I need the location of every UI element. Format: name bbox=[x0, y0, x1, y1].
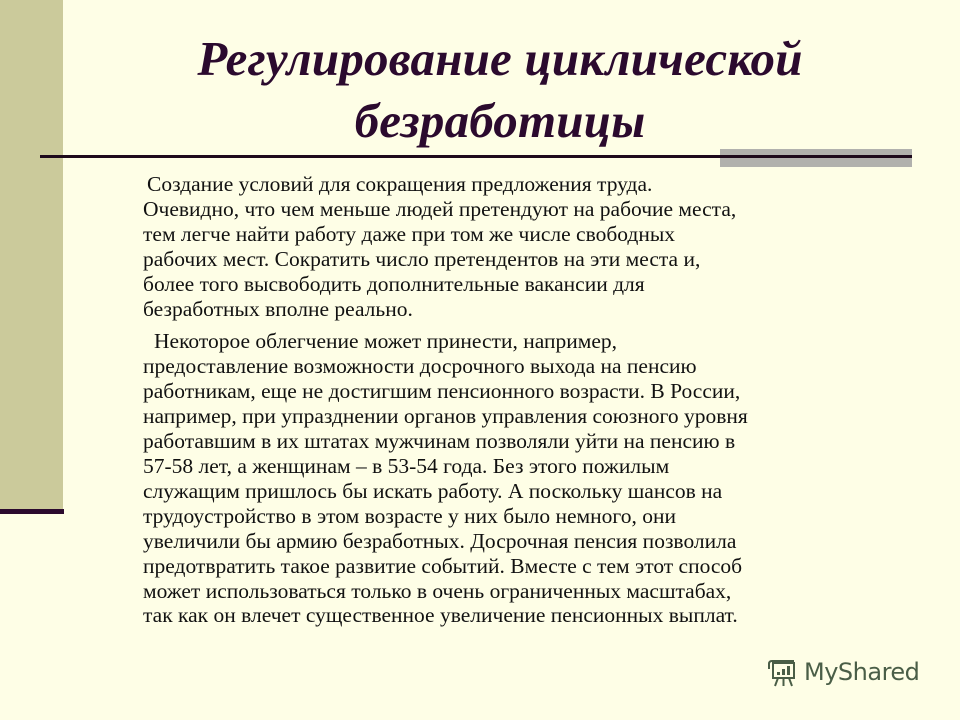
text-line: Очевидно, что чем меньше людей претендуют на рабочие места, bbox=[143, 196, 737, 221]
text-line: Создание условий для сокращения предложения труда. bbox=[147, 172, 653, 196]
title-line-2: безработицы bbox=[354, 93, 646, 148]
accent-gray-bar bbox=[720, 149, 912, 167]
presentation-board-icon bbox=[766, 655, 800, 689]
text-line: служащим пришлось бы искать работу. А поскольку шансов на bbox=[143, 478, 723, 503]
sidebar-decoration bbox=[0, 0, 63, 509]
text-line: работавшим в их штатах мужчинам позволяли уйти на пенсию в bbox=[143, 429, 736, 454]
text-line: так как он влечет существенное увеличение пенсионных выплат. bbox=[143, 603, 738, 628]
slide-title bbox=[100, 28, 900, 152]
text-line: предоставление возможности досрочного выхода на пенсию bbox=[143, 354, 697, 379]
slide-body bbox=[143, 172, 913, 636]
text-line: 57-58 лет, а женщинам – в 53-54 года. Без этого пожилым bbox=[143, 453, 670, 478]
title-divider-line bbox=[40, 155, 912, 158]
text-line: предотвратить такое развитие событий. Вместе с тем этот способ bbox=[143, 553, 743, 578]
text-line: трудоустройство в этом возрасте у них было немного, они bbox=[143, 503, 676, 528]
text-line: тем легче найти работу даже при том же числе свободных bbox=[143, 221, 676, 246]
text-line: рабочих мест. Сократить число претендентов на эти места и, bbox=[143, 246, 701, 271]
text-line: может использоваться только в очень ограниченных масштабах, bbox=[143, 578, 732, 603]
title-line-1: Регулирование циклической bbox=[197, 31, 803, 86]
text-line: увеличили бы армию безработных. Досрочная пенсия позволила bbox=[143, 528, 737, 553]
text-line: например, при упразднении органов управления союзного уровня bbox=[143, 404, 748, 429]
myshared-watermark[interactable] bbox=[766, 655, 919, 689]
text-line: безработных вполне реально. bbox=[143, 296, 413, 321]
watermark-text: MyShared bbox=[804, 658, 920, 686]
paragraph-1 bbox=[143, 172, 913, 321]
text-line: работникам, еще не достигшим пенсионного возрасти. В России, bbox=[143, 379, 741, 404]
paragraph-2 bbox=[143, 329, 913, 628]
text-line: Некоторое облегчение может принести, например, bbox=[154, 329, 618, 354]
sidebar-accent-bar bbox=[0, 509, 64, 514]
text-line: более того высвободить дополнительные вакансии для bbox=[143, 271, 645, 296]
